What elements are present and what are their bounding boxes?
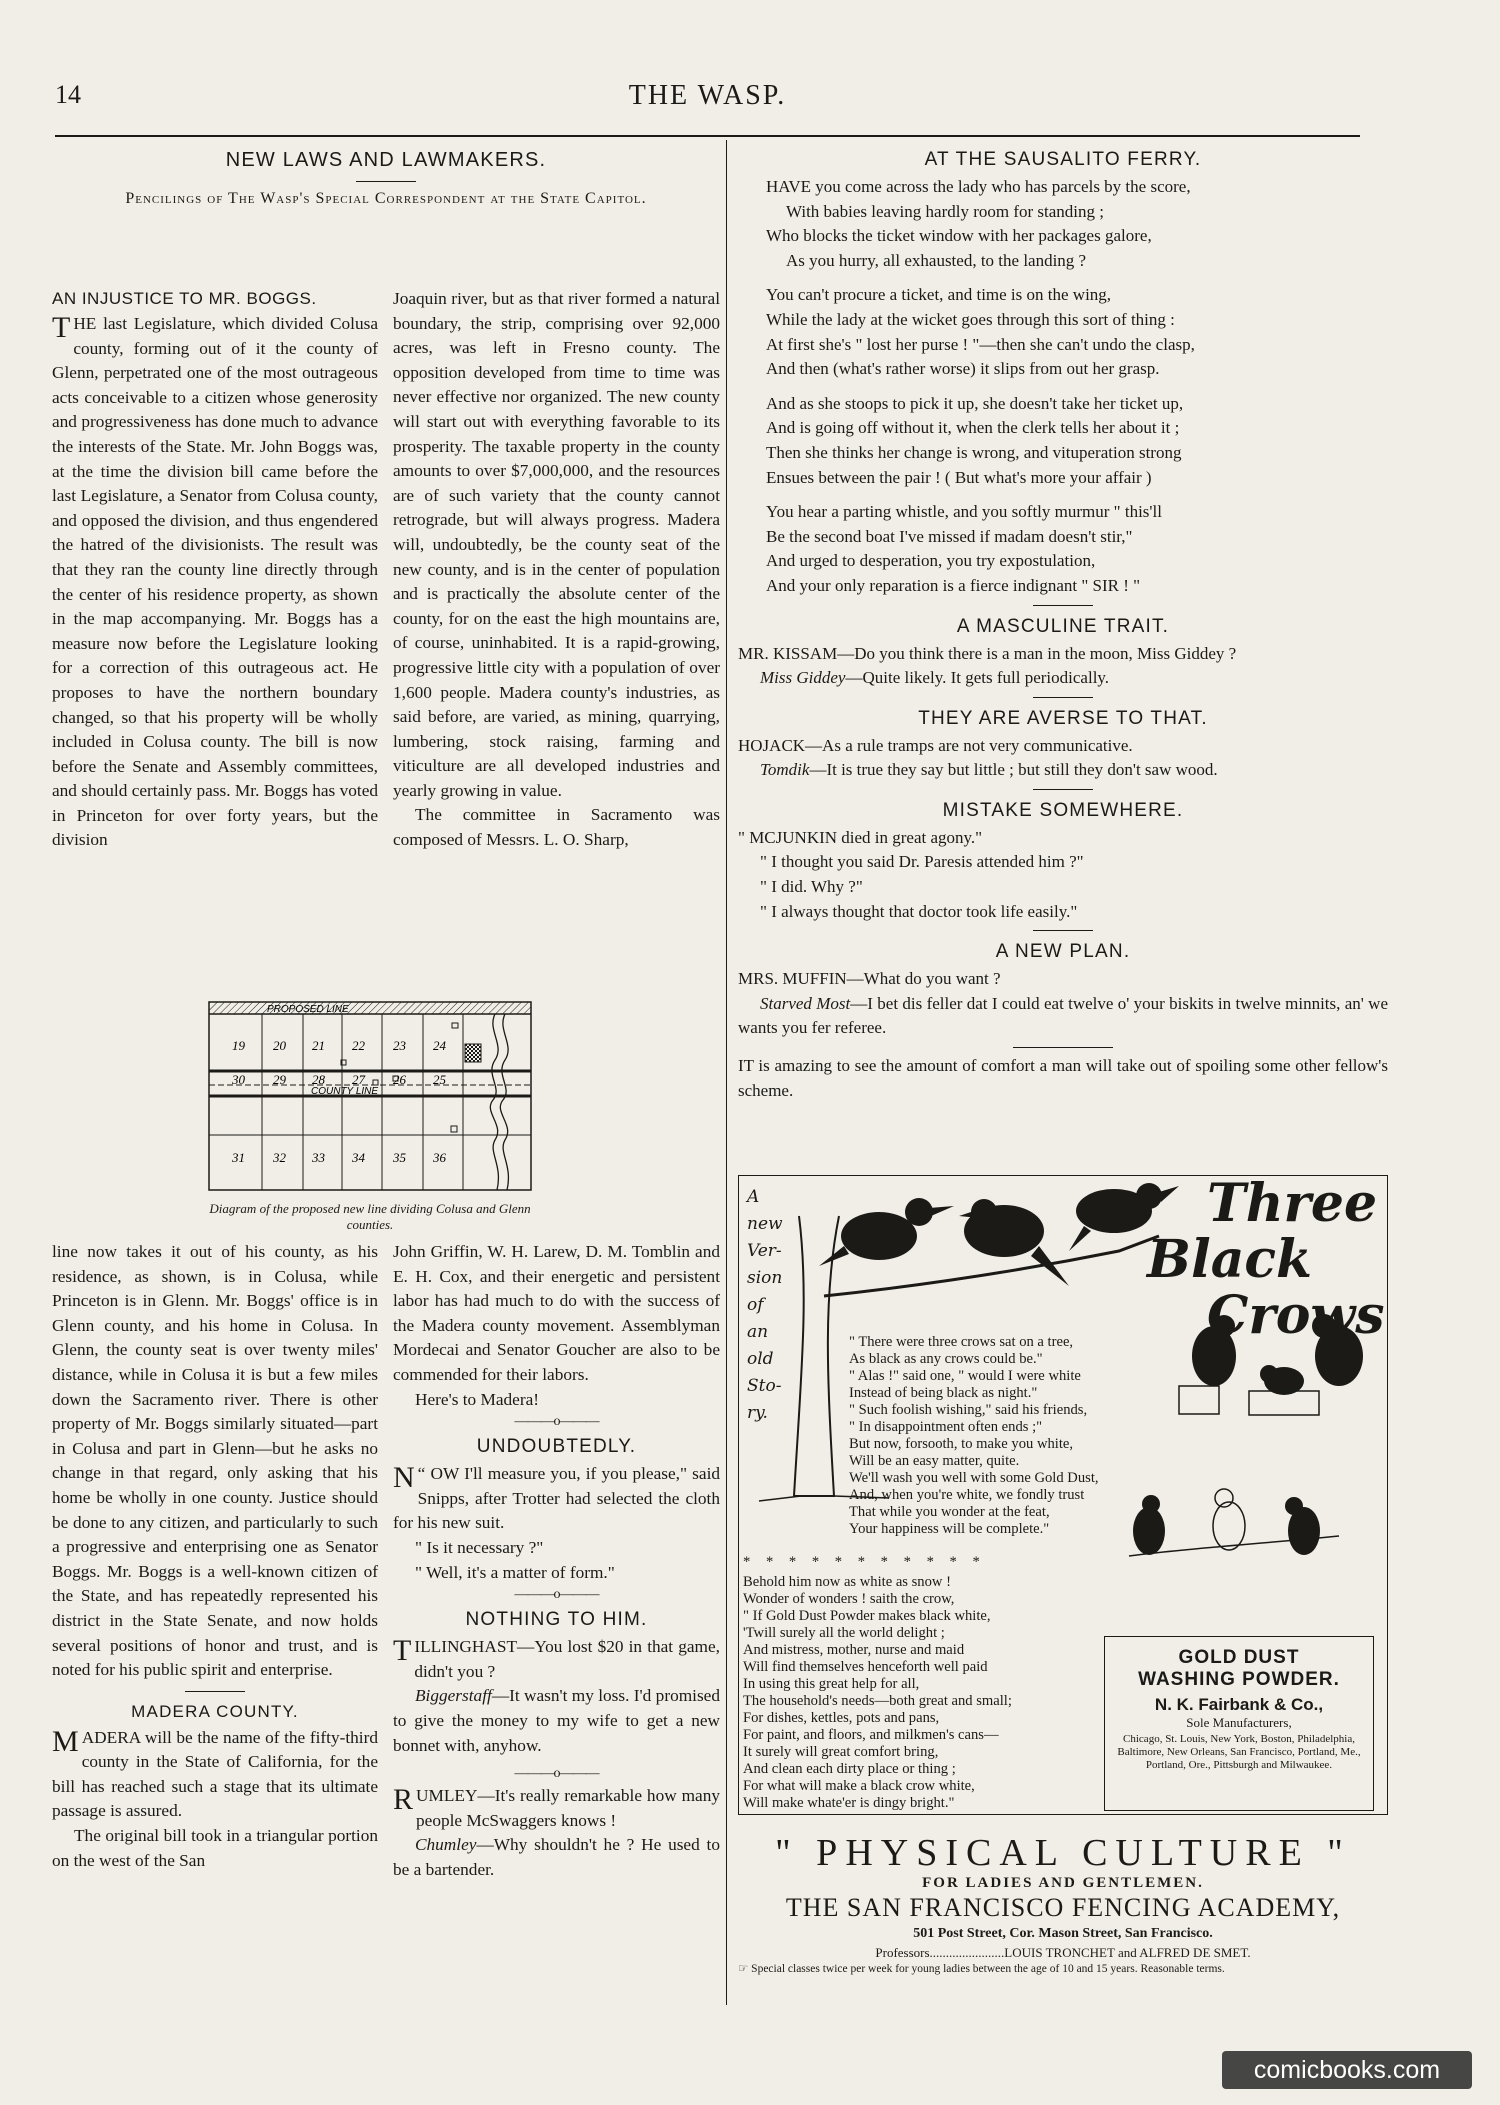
map-section-number: 19 bbox=[232, 1038, 245, 1053]
side-text-line: ry. bbox=[747, 1403, 768, 1423]
crows-poem-part1 bbox=[849, 1334, 1189, 1538]
gold-dust-box bbox=[1104, 1636, 1374, 1811]
poem-line: Instead of being black as night." bbox=[849, 1385, 1038, 1401]
poem-line: And as she stoops to pick it up, she doesn't take her ticket up, bbox=[766, 393, 1184, 413]
committee-continued: John Griffin, W. H. Larew, D. M. Tomblin and E. H. Cox, and their energetic and persistent labor has had much to do with the success of the Madera county movement. Assemblyman Mordecai and Senator Goucher are also to be commended for their labors. bbox=[393, 1242, 720, 1384]
masthead: THE WASP. bbox=[628, 80, 787, 111]
section-rule bbox=[1033, 697, 1093, 698]
column-a-bottom bbox=[52, 1240, 378, 1873]
averse-p2: —It is true they say but little ; but still they don't saw wood. bbox=[809, 760, 1218, 780]
masculine-p1: MR. KISSAM—Do you think there is a man in the moon, Miss Giddey ? bbox=[738, 643, 1237, 663]
poem-line: With babies leaving hardly room for standing ; bbox=[786, 201, 1104, 221]
county-map bbox=[205, 1000, 535, 1192]
speaker-name: Chumley bbox=[415, 1835, 477, 1855]
maker-name: N. K. Fairbank & Co., bbox=[1154, 1695, 1324, 1714]
column-b-top bbox=[393, 287, 720, 853]
header-rule bbox=[55, 135, 1360, 137]
amazing-paragraph: IT is amazing to see the amount of comfort a man will take out of spoiling some other fellow's scheme. bbox=[738, 1056, 1388, 1100]
poem-line: While the lady at the wicket goes through this sort of thing : bbox=[766, 309, 1175, 329]
map-section-number: 23 bbox=[393, 1038, 406, 1053]
poem-line: The household's needs—both great and small; bbox=[743, 1693, 1012, 1709]
title-crows: Crows bbox=[1207, 1285, 1385, 1346]
drop-cap: T bbox=[393, 1634, 412, 1668]
poem-line: Will be an easy matter, quite. bbox=[849, 1453, 1020, 1469]
ornament-rule: ———o——— bbox=[514, 1414, 599, 1430]
poem-line: It surely will great comfort bring, bbox=[743, 1744, 939, 1760]
poem-line: Your happiness will be complete." bbox=[849, 1521, 1050, 1537]
poem-line: You can't procure a ticket, and time is on the wing, bbox=[766, 285, 1112, 305]
madera-paragraph-2: The original bill took in a triangular portion on the west of the San bbox=[52, 1826, 378, 1870]
physical-culture-ad bbox=[738, 1832, 1388, 1976]
poem-line: And then (what's rather worse) it slips from out her grasp. bbox=[766, 359, 1160, 379]
crows-title bbox=[1147, 1173, 1385, 1346]
map-section-number: 29 bbox=[273, 1072, 286, 1087]
three-black-crows-ad bbox=[738, 1175, 1388, 1815]
poem-line: We'll wash you well with some Gold Dust, bbox=[849, 1470, 1099, 1486]
undoubtedly-p2: " Is it necessary ?" bbox=[415, 1537, 544, 1557]
poem-line: For dishes, kettles, pots and pans, bbox=[743, 1710, 940, 1726]
poem-line: 'Twill surely all the world delight ; bbox=[743, 1625, 945, 1641]
map-section-number: 33 bbox=[312, 1150, 325, 1165]
map-section-number: 28 bbox=[312, 1072, 325, 1087]
poem-line: And mistress, mother, nurse and maid bbox=[743, 1642, 965, 1658]
madera-paragraph: ADERA will be the name of the fifty-third county in the State of California, for the bill has reached such a stage that its ultimate passage is assured. bbox=[52, 1727, 378, 1821]
poem-line bbox=[766, 382, 1388, 392]
section-heading-boggs: AN INJUSTICE TO MR. BOGGS. bbox=[52, 289, 317, 308]
poem-line: HAVE you come across the lady who has parcels by the score, bbox=[766, 177, 1191, 196]
crows-poem-part2 bbox=[743, 1574, 1103, 1812]
article-title: NEW LAWS AND LAWMAKERS. bbox=[225, 149, 547, 171]
poem-line: Then she thinks her change is wrong, and vituperation strong bbox=[766, 442, 1182, 462]
speaker-name: Starved Most bbox=[760, 993, 851, 1013]
map-section-number: 22 bbox=[352, 1038, 365, 1053]
poem-line: You hear a parting whistle, and you softly murmur " this'll bbox=[766, 502, 1162, 522]
poem-line: As black as any crows could be." bbox=[849, 1351, 1043, 1367]
side-text-line: an bbox=[747, 1322, 769, 1342]
section-heading-nothing: NOTHING TO HIM. bbox=[465, 1609, 648, 1631]
ornament-rule: ———o——— bbox=[514, 1766, 599, 1782]
poem-line: As you hurry, all exhausted, to the landing ? bbox=[786, 250, 1087, 270]
map-section-number: 27 bbox=[352, 1072, 365, 1087]
poem-line: " Such foolish wishing," said his friends, bbox=[849, 1402, 1088, 1418]
boggs-paragraph: HE last Legislature, which divided Colusa county, forming out of it the county of Glenn, perpetrated one of the most outrageous acts conceivable to a citizen whose generosity and progressiveness has done much to advance the interests of the State. Mr. John Boggs was, at the time the division bill came before the last Legislature, a Senator from Colusa county, and opposed the division, and thus engendered the hatred of the divisionists. The result was that they ran the county line directly through the center of his residence property, as shown in the map accompanying. Mr. Boggs has a measure now before the Legislature looking for a correction of this outrageous act. He proposes to have the northern boundary changed, so that his property will be wholly included in Colusa county. The bill is now before the Senate and Assembly committees, and should certainly pass. Mr. Boggs has voted in Princeton for over forty years, but the division bbox=[52, 314, 378, 850]
column-b-bottom: John Griffin, W. H. Larew, D. M. Tomblin and E. H. Cox, and their energetic and persistent labor has had much to do with the success of the Madera county movement. Assemblyman Mordecai and Senator Goucher are also to be commended for their labors. Here's to Madera! ———o——— UNDOUBTEDLY. “ N OW I'll measure you, if you please," said Snipps, after Trotter had selected the cloth for his new suit. " Is it necessary ?" " Well, it's a matter of form." ———o——— NOTHING TO HIM. TILLINGHAST—You lost $20 in that game, didn't you ? Biggerstaff—It wasn't my loss. I'd promised to give the money to my wife to get a new bonnet with, anyhow. ———o——— RUMLEY—It's really remarkable how many people McSwaggers knows ! Chumley—Why shouldn't he ? He used to be a bartender. bbox=[393, 1242, 721, 1879]
pc-professors: Professors.......................LOUIS TRONCHET and ALFRED DE SMET. bbox=[875, 1945, 1251, 1960]
article-subtitle: Pencilings of The Wasp's Special Correspondent at the State Capitol. bbox=[125, 190, 647, 207]
pc-academy: THE SAN FRANCISCO FENCING ACADEMY, bbox=[785, 1893, 1341, 1922]
poem-line: Who blocks the ticket window with her packages galore, bbox=[766, 226, 1152, 246]
speaker-name: Miss Giddey bbox=[760, 668, 846, 688]
side-text-line: sion bbox=[747, 1268, 783, 1288]
side-text-line: new bbox=[747, 1214, 783, 1234]
title-three: Three bbox=[1207, 1173, 1378, 1234]
drop-cap: R bbox=[393, 1783, 414, 1817]
mistake-p3: " I did. Why ?" bbox=[760, 877, 863, 897]
county-line-label: COUNTY LINE bbox=[311, 1086, 379, 1097]
section-heading-ferry: AT THE SAUSALITO FERRY. bbox=[924, 149, 1202, 170]
poem-line: That while you wonder at the feat, bbox=[849, 1504, 1050, 1520]
map-section-number: 21 bbox=[312, 1038, 325, 1053]
drop-cap: T bbox=[52, 311, 71, 344]
pc-address: 501 Post Street, Cor. Mason Street, San Francisco. bbox=[913, 1926, 1213, 1941]
poem-line: And urged to desperation, you try expostulation, bbox=[766, 551, 1096, 571]
maker-cities: Chicago, St. Louis, New York, Boston, Philadelphia, Baltimore, New Orleans, San Francisco, Portland, Me., Portland, Ore., Pittsburgh and Milwaukee. bbox=[1117, 1733, 1361, 1771]
poem-line bbox=[766, 273, 1388, 283]
section-heading-madera: MADERA COUNTY. bbox=[131, 1701, 299, 1721]
poem-line: " Alas !" said one, " would I were white bbox=[849, 1368, 1081, 1384]
side-text bbox=[747, 1184, 783, 1427]
maker-role: Sole Manufacturers, bbox=[1186, 1715, 1292, 1730]
drop-cap: N bbox=[393, 1461, 415, 1495]
map-section-number: 20 bbox=[273, 1038, 286, 1053]
poem-line: For what will make a black crow white, bbox=[743, 1778, 975, 1794]
poem-line: And is going off without it, when the clerk tells her about it ; bbox=[766, 418, 1180, 438]
undoubtedly-p1: OW I'll measure you, if you please," said Snipps, after Trotter had selected the cloth for his new suit. bbox=[393, 1464, 721, 1533]
nothing-p2: —It wasn't my loss. I'd promised to give the money to my wife to get a new bonnet with, anyhow. bbox=[393, 1686, 720, 1755]
poem-line: At first she's " lost her purse ! "—then she can't undo the clasp, bbox=[766, 334, 1195, 354]
poem-line: And clean each dirty place or thing ; bbox=[743, 1761, 956, 1777]
page-number: 14 bbox=[55, 80, 81, 109]
poem-line: But now, forsooth, to make you white, bbox=[849, 1436, 1074, 1452]
mistake-p1: " MCJUNKIN died in great agony." bbox=[738, 827, 983, 847]
watermark: comicbooks.com bbox=[1222, 2051, 1472, 2089]
side-text-line: Sto- bbox=[747, 1376, 782, 1396]
title-rule bbox=[356, 181, 416, 182]
nothing-p1: ILLINGHAST—You lost $20 in that game, didn't you ? bbox=[414, 1637, 720, 1681]
right-column bbox=[738, 145, 1388, 1103]
section-heading-averse: THEY ARE AVERSE TO THAT. bbox=[918, 707, 1208, 729]
pc-subtitle: FOR LADIES AND GENTLEMEN. bbox=[922, 1875, 1204, 1891]
ornament-rule: ———o——— bbox=[514, 1587, 599, 1603]
proposed-line-label: PROPOSED LINE bbox=[267, 1004, 349, 1015]
map-section-number: 32 bbox=[273, 1150, 286, 1165]
section-heading-plan: A NEW PLAN. bbox=[995, 941, 1131, 963]
map-section-number: 36 bbox=[433, 1150, 446, 1165]
side-text-line: old bbox=[747, 1349, 774, 1369]
section-rule bbox=[1033, 930, 1093, 931]
poem-line: In using this great help for all, bbox=[743, 1676, 920, 1692]
map-section-number: 31 bbox=[232, 1150, 245, 1165]
pc-note: ☞ Special classes twice per week for young ladies between the age of 10 and 15 years. Reasonable terms. bbox=[738, 1963, 1225, 1975]
speaker-name: Biggerstaff bbox=[415, 1686, 492, 1706]
poem-line: And your only reparation is a fierce indignant " SIR ! " bbox=[766, 575, 1141, 595]
section-heading-mistake: MISTAKE SOMEWHERE. bbox=[942, 799, 1184, 821]
column-a-top bbox=[52, 286, 378, 853]
poem-line bbox=[766, 490, 1388, 500]
page-header bbox=[55, 80, 1360, 130]
poem-line: And, when you're white, we fondly trust bbox=[849, 1487, 1085, 1503]
map-section-number: 35 bbox=[393, 1150, 406, 1165]
section-rule bbox=[185, 1691, 245, 1692]
mistake-p2: " I thought you said Dr. Paresis attended him ?" bbox=[760, 852, 1084, 872]
plan-p1: MRS. MUFFIN—What do you want ? bbox=[738, 969, 1001, 989]
poem-line: Ensues between the pair ! ( But what's more your affair ) bbox=[766, 467, 1152, 487]
side-text-line: Ver- bbox=[747, 1241, 782, 1261]
poem-line: Will make whate'er is dingy bright." bbox=[743, 1795, 955, 1811]
title-black: Black bbox=[1147, 1229, 1313, 1290]
poem-line: " If Gold Dust Powder makes black white, bbox=[743, 1608, 991, 1624]
undoubtedly-p3: " Well, it's a matter of form." bbox=[415, 1562, 615, 1582]
section-heading-undoubtedly: UNDOUBTEDLY. bbox=[476, 1436, 637, 1458]
poem-stars: * * * * * * * * * * * bbox=[743, 1554, 986, 1570]
side-text-line: of bbox=[747, 1295, 764, 1315]
poem-line: Will find themselves henceforth well paid bbox=[743, 1659, 988, 1675]
rumley-p2: —Why shouldn't he ? He used to be a bartender. bbox=[393, 1835, 720, 1879]
map-section-number: 30 bbox=[232, 1072, 245, 1087]
poem-line: " There were three crows sat on a tree, bbox=[849, 1334, 1074, 1350]
section-rule bbox=[1013, 1047, 1113, 1048]
toast-line: Here's to Madera! bbox=[415, 1389, 540, 1409]
map-section-number: 24 bbox=[433, 1038, 446, 1053]
speaker-name: Tomdik bbox=[760, 760, 810, 780]
committee-paragraph: The committee in Sacramento was composed of Messrs. L. O. Sharp, bbox=[393, 805, 720, 850]
mistake-p4: " I always thought that doctor took life easily." bbox=[760, 901, 1078, 921]
column-divider bbox=[726, 140, 727, 2005]
map-section-number: 26 bbox=[393, 1072, 406, 1087]
map-section-number: 25 bbox=[433, 1072, 446, 1087]
side-text-line: A bbox=[747, 1187, 760, 1207]
averse-p1: HOJACK—As a rule tramps are not very communicative. bbox=[738, 735, 1133, 755]
map-section-number: 34 bbox=[352, 1150, 365, 1165]
poem-line: Wonder of wonders ! saith the crow, bbox=[743, 1591, 955, 1607]
plan-p2: —I bet dis feller dat I could eat twelve o' your biskits in twelve minnits, an' we wants you fer referee. bbox=[738, 993, 1388, 1038]
section-rule bbox=[1033, 789, 1093, 790]
section-heading-masculine: A MASCULINE TRAIT. bbox=[956, 615, 1170, 637]
drop-cap: M bbox=[52, 1724, 79, 1758]
pc-title: " PHYSICAL CULTURE " bbox=[775, 1832, 1351, 1874]
section-rule bbox=[1033, 605, 1093, 606]
poem-line: " In disappointment often ends ;" bbox=[849, 1419, 1043, 1435]
poem-line: Behold him now as white as snow ! bbox=[743, 1574, 951, 1590]
masculine-p2: —Quite likely. It gets full periodically. bbox=[845, 668, 1110, 688]
product-line1: GOLD DUST bbox=[1178, 1647, 1300, 1668]
article-title-block bbox=[52, 145, 720, 210]
product-line2: WASHING POWDER. bbox=[1138, 1669, 1340, 1690]
county-map-figure bbox=[205, 1000, 535, 1233]
boggs-continued: line now takes it out of his county, as his residence, as shown, is in Colusa, while Princeton is in Glenn. Mr. Boggs' office is in Glenn county, and his home in Colusa. In Glenn, the county seat is over twenty miles' distance, while in Colusa it is but a few miles down the Sacramento river. There is other property of Mr. Boggs similarly situated—part in Colusa and part in Glenn—but he asks no change in that regard, only asking that his home be wholly in one county. Justice should be done to any citizen, and particularly to such a progressive and enterprising one as Senator Boggs. Mr. Boggs is a well-known citizen of the State, and has repeatedly represented his district in the State Senate, and now holds several positions of honor and trust, and is noted for his public spirit and enterprise. bbox=[52, 1242, 378, 1680]
poem-line: For paint, and floors, and milkmen's cans— bbox=[743, 1727, 999, 1743]
poem-line: Be the second boat I've missed if madam doesn't stir," bbox=[766, 526, 1133, 546]
rumley-p1: UMLEY—It's really remarkable how many people McSwaggers knows ! bbox=[416, 1786, 720, 1830]
madera-continued: Joaquin river, but as that river formed a natural boundary, the strip, comprising over 92,000 acres, was left in Fresno county. The opposition developed from time to time was never effective nor organized. The new county will start out with everything favorable to its prosperity. The taxable property in the county amounts to over $7,000,000, and the resources are of such variety that the county cannot retrograde, but will always progress. Madera will, undoubtedly, be the county seat of the new county, and is in the center of population and is practically the absolute center of the county, for on the east the high mountains are, of course, uninhabited. It is a rapid-growing, progressive little city with a population of over 1,600 people. Madera county's industries, as said before, are varied, as mining, quarrying, lumbering, stock raising, farming and viticulture are all developed industries and yearly growing in value. bbox=[393, 289, 720, 800]
ferry-poem bbox=[738, 175, 1388, 599]
map-caption: Diagram of the proposed new line dividing Colusa and Glenn counties. bbox=[209, 1201, 531, 1232]
